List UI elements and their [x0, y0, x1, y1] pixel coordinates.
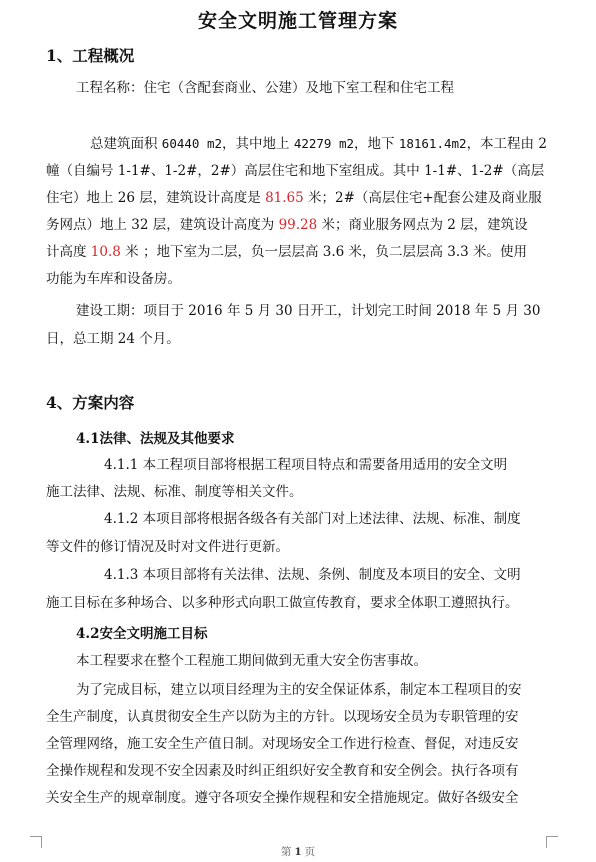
area-paragraph-line-6: 功能为车库和设备房。 [46, 271, 181, 287]
goal-line: 本工程要求在整个工程施工期间做到无重大安全伤害事故。 [76, 653, 427, 669]
page-suffix: 页 [304, 846, 316, 858]
page-footer [0, 844, 596, 859]
clause-4-1-2-line-2: 等文件的修订情况及时对文件进行更新。 [46, 539, 289, 555]
document-title: 安全文明施工管理方案 [197, 10, 398, 32]
schedule-line-2: 日，总工期 24 个月。 [46, 331, 180, 347]
section-heading-plan: 4、方案内容 [46, 393, 135, 412]
text-run: 米；2#（高层住宅+配套公建及商业服 [303, 190, 542, 206]
goal-paragraph-line-3: 全管理网络，施工安全生产值日制。对现场安全工作进行检查、督促，对违反安 [46, 736, 519, 752]
goal-paragraph-line-2: 全生产制度，认真贯彻安全生产以防为主的方针。以现场安全员为专职管理的安 [46, 709, 519, 725]
area-paragraph-line-1 [90, 135, 547, 153]
page-prefix: 第 [280, 846, 292, 858]
height-value-red: 99.28 [278, 217, 318, 233]
project-name-line: 工程名称：住宅（含配套商业、公建）及地下室工程和住宅工程 [76, 80, 454, 96]
goal-paragraph-line-5: 关安全生产的规章制度。遵守各项安全操作规程和安全措施规定。做好各级安全 [46, 790, 519, 806]
goal-paragraph-line-4: 全操作规程和发现不安全因素及时纠正组织好安全教育和安全例会。执行各项有 [46, 763, 519, 779]
text-run: 42279 m2 [293, 136, 355, 151]
text-run: 总建筑面积 [90, 136, 162, 152]
clause-4-1-3-line-1: 4.1.3 本项目部将有关法律、法规、条例、制度及本项目的安全、文明 [104, 567, 521, 583]
subsection-heading-goals: 4.2安全文明施工目标 [76, 626, 208, 642]
area-paragraph-line-5 [46, 243, 527, 261]
clause-4-1-1-line-2: 施工法律、法规、标准、制度等相关文件。 [46, 484, 303, 500]
height-value-red: 81.65 [265, 190, 304, 206]
text-run: ，其中地上 [222, 136, 294, 152]
area-paragraph-line-4 [46, 216, 528, 234]
schedule-line-1: 建设工期：项目于 2016 年 5 月 30 日开工，计划完工时间 2018 年 5 月 30 [76, 303, 541, 319]
text-run: 18161.4m2 [398, 136, 467, 151]
text-run: 60440 m2 [161, 136, 223, 151]
page-number: 1 [294, 846, 302, 858]
text-run: 米；商业服务网点为 2 层，建筑设 [317, 217, 528, 233]
clause-4-1-1-line-1: 4.1.1 本工程项目部将根据工程项目特点和需要备用适用的安全文明 [104, 457, 508, 473]
clause-4-1-2-line-1: 4.1.2 本项目部将根据各级各有关部门对上述法律、法规、标准、制度 [104, 511, 521, 527]
crop-mark-right-horizontal [546, 836, 558, 837]
text-run: 务网点）地上 32 层，建筑设计高度为 [46, 217, 279, 233]
text-run: ，本工程由 2 [466, 136, 547, 152]
clause-4-1-3-line-2: 施工目标在多种场合、以多种形式向职工做宣传教育，要求全体职工遵照执行。 [46, 595, 519, 611]
area-paragraph-line-3 [46, 189, 542, 207]
text-run: ，地下 [354, 136, 399, 152]
text-run: 米 ；地下室为二层，负一层层高 3.6 米，负二层层高 3.3 米。使用 [120, 244, 528, 260]
text-run: 住宅）地上 26 层，建筑设计高度是 [46, 190, 266, 206]
text-run: 计高度 [46, 244, 91, 260]
area-paragraph-line-2: 幢（自编号 1-1#、1-2#，2#）高层住宅和地下室组成。其中 1-1#、1-2#（高层 [46, 163, 545, 179]
goal-paragraph-line-1: 为了完成目标，建立以项目经理为主的安全保证体系，制定本工程项目的安 [76, 682, 522, 698]
section-heading-overview: 1、工程概况 [46, 46, 135, 65]
height-value-red: 10.8 [90, 244, 121, 260]
subsection-heading-laws: 4.1法律、法规及其他要求 [76, 431, 235, 447]
